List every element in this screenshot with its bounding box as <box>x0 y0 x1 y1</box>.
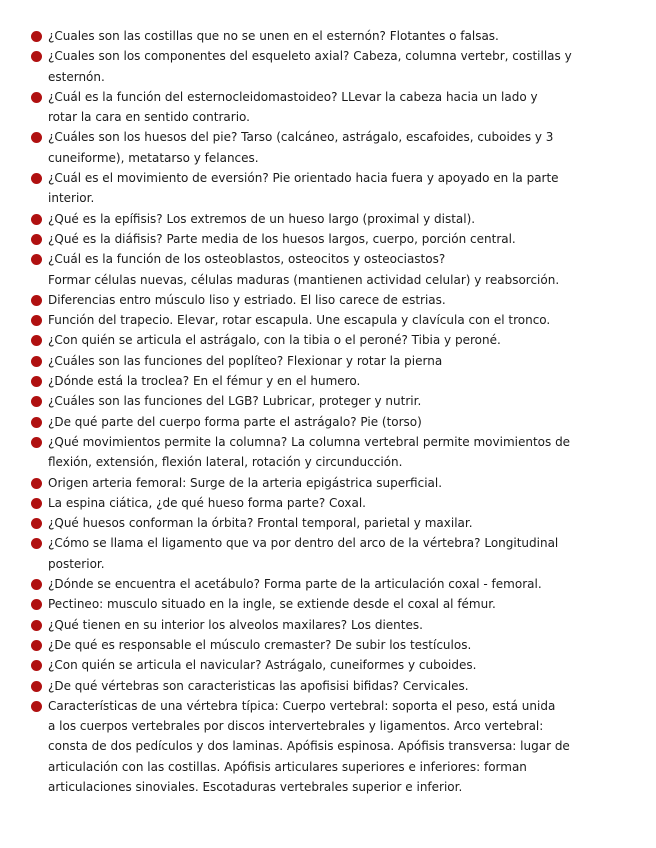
notes-list <box>30 26 630 797</box>
list-item-text-line: ¿Qué movimientos permite la columna? La columna vertebral permite movimientos de <box>48 434 571 449</box>
bullet-dot-icon <box>31 335 42 346</box>
bullet-dot-icon <box>31 356 42 367</box>
list-item-text-line: posterior. <box>48 556 105 571</box>
list-item-text-line: Origen arteria femoral: Surge de la arteria epigástrica superficial. <box>48 475 443 490</box>
bullet-dot-icon <box>31 660 42 671</box>
bullet-dot-icon <box>31 173 42 184</box>
list-item <box>30 209 630 229</box>
list-item-text-line: interior. <box>48 191 95 206</box>
bullet-dot-icon <box>31 701 42 712</box>
list-item <box>30 249 630 290</box>
list-item-text-line: Características de una vértebra típica: Cuerpo vertebral: soporta el peso, está unida <box>48 698 556 713</box>
list-item-text-line: ¿Cuáles son las funciones del LGB? Lubricar, proteger y nutrir. <box>48 394 422 409</box>
list-item <box>30 168 630 209</box>
bullet-dot-icon <box>31 376 42 387</box>
list-item <box>30 574 630 594</box>
list-item-text-line: ¿Cuál es el movimiento de eversión? Pie orientado hacia fuera y apoyado en la parte <box>48 171 559 186</box>
list-item-text-line: ¿De qué parte del cuerpo forma parte el astrágalo? Pie (torso) <box>48 414 422 429</box>
list-item-text-line: a los cuerpos vertebrales por discos intervertebrales y ligamentos. Arco vertebral: <box>48 719 544 734</box>
list-item-text-line: ¿Dónde está la troclea? En el fémur y en el humero. <box>48 374 361 389</box>
list-item-text-line: ¿Qué huesos conforman la órbita? Frontal temporal, parietal y maxilar. <box>48 516 473 531</box>
list-item <box>30 391 630 411</box>
bullet-dot-icon <box>31 478 42 489</box>
list-item <box>30 290 630 310</box>
list-item <box>30 127 630 168</box>
list-item <box>30 310 630 330</box>
bullet-dot-icon <box>31 538 42 549</box>
list-item <box>30 635 630 655</box>
list-item-text-line: ¿Dónde se encuentra el acetábulo? Forma parte de la articulación coxal - femoral. <box>48 577 542 592</box>
list-item <box>30 513 630 533</box>
bullet-dot-icon <box>31 132 42 143</box>
list-item-text-line: ¿Qué es la epífisis? Los extremos de un hueso largo (proximal y distal). <box>48 211 476 226</box>
bullet-dot-icon <box>31 51 42 62</box>
bullet-dot-icon <box>31 498 42 509</box>
bullet-dot-icon <box>31 437 42 448</box>
list-item <box>30 412 630 432</box>
list-item-text-line: articulaciones sinoviales. Escotaduras vertebrales superior e inferior. <box>48 779 463 794</box>
list-item <box>30 46 630 87</box>
list-item <box>30 229 630 249</box>
bullet-dot-icon <box>31 234 42 245</box>
list-item-text-line: ¿De qué es responsable el músculo cremaster? De subir los testículos. <box>48 637 472 652</box>
bullet-dot-icon <box>31 214 42 225</box>
list-item-text-line: ¿Cuales son los componentes del esqueleto axial? Cabeza, columna vertebr, costillas y <box>48 49 572 64</box>
list-item-text-line: Pectineo: musculo situado en la ingle, se extiende desde el coxal al fémur. <box>48 597 496 612</box>
bullet-dot-icon <box>31 518 42 529</box>
bullet-dot-icon <box>31 315 42 326</box>
list-item-text-line: ¿Cómo se llama el ligamento que va por dentro del arco de la vértebra? Longitudinal <box>48 536 559 551</box>
bullet-dot-icon <box>31 681 42 692</box>
bullet-dot-icon <box>31 620 42 631</box>
bullet-dot-icon <box>31 579 42 590</box>
list-item <box>30 473 630 493</box>
list-item-text-line: esternón. <box>48 69 105 84</box>
list-item <box>30 594 630 614</box>
list-item-text-line: ¿Cuáles son los huesos del pie? Tarso (calcáneo, astrágalo, escafoides, cuboides y 3 <box>48 130 554 145</box>
list-item-text-line: La espina ciática, ¿de qué hueso forma parte? Coxal. <box>48 495 366 510</box>
list-item <box>30 533 630 574</box>
list-item-text-line: ¿Con quién se articula el navicular? Astrágalo, cuneiformes y cuboides. <box>48 658 477 673</box>
bullet-dot-icon <box>31 599 42 610</box>
bullet-dot-icon <box>31 31 42 42</box>
list-item-text-line: ¿Qué tienen en su interior los alveolos maxilares? Los dientes. <box>48 617 423 632</box>
list-item-text-line: ¿De qué vértebras son caracteristicas las apofisisi bifidas? Cervicales. <box>48 678 469 693</box>
list-item-text-line: Diferencias entro músculo liso y estriado. El liso carece de estrias. <box>48 292 446 307</box>
list-item-text-line: ¿Cuáles son las funciones del poplíteo? Flexionar y rotar la pierna <box>48 353 443 368</box>
list-item <box>30 330 630 350</box>
list-item <box>30 351 630 371</box>
list-item <box>30 676 630 696</box>
list-item <box>30 87 630 128</box>
list-item-text-line: ¿Cuales son las costillas que no se unen en el esternón? Flotantes o falsas. <box>48 29 499 43</box>
list-item <box>30 493 630 513</box>
list-item <box>30 696 630 797</box>
bullet-dot-icon <box>31 417 42 428</box>
bullet-dot-icon <box>31 640 42 651</box>
list-item-text-line: flexión, extensión, flexión lateral, rotación y circunducción. <box>48 455 403 470</box>
list-item-text-line: cuneiforme), metatarso y felances. <box>48 150 259 165</box>
bullet-dot-icon <box>31 396 42 407</box>
list-item <box>30 26 630 46</box>
bullet-dot-icon <box>31 295 42 306</box>
list-item-text-line: ¿Cuál es la función del esternocleidomastoideo? LLevar la cabeza hacia un lado y <box>48 89 538 104</box>
list-item-text-line: ¿Qué es la diáfisis? Parte media de los huesos largos, cuerpo, porción central. <box>48 231 516 246</box>
list-item-text-line: ¿Con quién se articula el astrágalo, con la tibia o el peroné? Tibia y peroné. <box>48 333 501 348</box>
list-item <box>30 371 630 391</box>
list-item-text-line: ¿Cuál es la función de los osteoblastos, osteocitos y osteociastos? <box>48 252 446 267</box>
list-item-text-line: articulación con las costillas. Apófisis articulares superiores e inferiores: forman <box>48 759 527 774</box>
list-item <box>30 432 630 473</box>
list-item-text-line: Función del trapecio. Elevar, rotar escapula. Une escapula y clavícula con el tronco. <box>48 313 551 328</box>
list-item-text-line: consta de dos pedículos y dos laminas. Apófisis espinosa. Apófisis transversa: lugar de <box>48 739 570 754</box>
list-item-text-line: rotar la cara en sentido contrario. <box>48 110 250 125</box>
bullet-dot-icon <box>31 92 42 103</box>
list-item <box>30 615 630 635</box>
list-item-text-line: Formar células nuevas, células maduras (mantienen actividad celular) y reabsorción. <box>48 272 560 287</box>
bullet-dot-icon <box>31 254 42 265</box>
list-item <box>30 655 630 675</box>
